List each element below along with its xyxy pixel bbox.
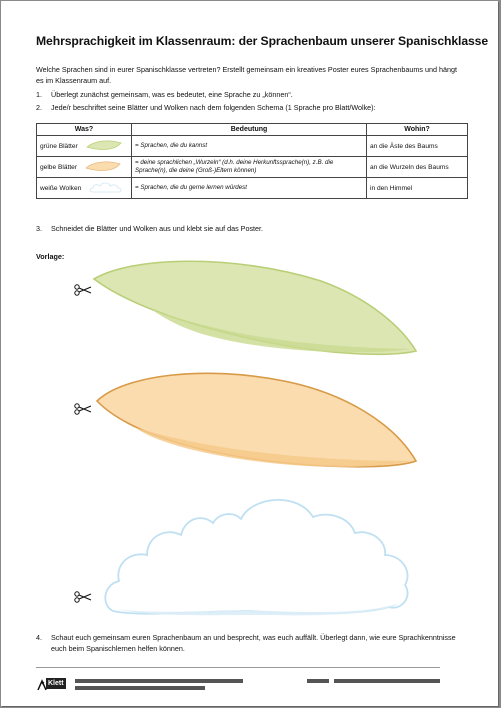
yellow-leaf-icon: [85, 160, 121, 174]
table-header-row: [37, 124, 468, 136]
step-text: Schneidet die Blätter und Wolken aus und klebt sie auf das Poster.: [51, 224, 264, 233]
scissors-icon: [74, 591, 92, 603]
green-leaf-icon: [86, 139, 122, 153]
scissors-icon: [74, 403, 92, 415]
step-4: [36, 632, 456, 654]
table-cell-what: [37, 178, 132, 199]
table-cell-meaning: = Sprachen, die du kannst: [132, 136, 367, 157]
logo-text: Klett: [48, 680, 64, 687]
step-text: Schaut euch gemeinsam euren Sprachenbaum an und besprecht, was euch auffällt. Überlegt dann, wie eure Sprachkenntnisse euch beim Spanischlernen helfen können.: [51, 633, 456, 653]
template-label: Vorlage:: [36, 252, 65, 261]
worksheet-page: [1, 1, 498, 706]
intro-paragraph: Welche Sprachen sind in eurer Spanischklasse vertreten? Erstellt gemeinsam ein kreatives Poster eures Sprachenbaums und hängt es im Klassenraum auf.: [36, 65, 457, 86]
table-header: Was?: [37, 124, 132, 136]
table-cell-what: [37, 157, 132, 178]
footer-redacted-text: [334, 679, 440, 683]
cell-label: grüne Blätter: [40, 142, 78, 150]
scheme-table: [36, 123, 468, 199]
step-text: Überlegt zunächst gemeinsam, was es bedeutet, eine Sprache zu „können“.: [51, 90, 293, 99]
footer-redacted-text: [307, 679, 329, 683]
green-leaf-template: [91, 257, 421, 359]
scissors-icon: [74, 284, 92, 296]
step-number: 1.: [36, 90, 42, 99]
step-number: 3.: [36, 224, 42, 233]
table-row: [37, 136, 468, 157]
footer-divider: [36, 667, 440, 668]
cloud-icon: [89, 181, 123, 195]
table-row: [37, 157, 468, 178]
page-title: Mehrsprachigkeit im Klassenraum: der Sprachenbaum unserer Spanischklasse: [36, 34, 489, 48]
table-cell-meaning: = Sprachen, die du gerne lernen würdest: [132, 178, 367, 199]
table-row: [37, 178, 468, 199]
step-text: Jede/r beschriftet seine Blätter und Wolken nach dem folgenden Schema (1 Sprache pro Blatt/Wolke):: [51, 103, 376, 112]
step-3: [36, 223, 263, 234]
table-cell-where: an die Äste des Baums: [367, 136, 468, 157]
footer-redacted-text: [75, 679, 243, 683]
cloud-template: [101, 493, 413, 625]
cell-label: gelbe Blätter: [40, 163, 78, 171]
table-cell-where: in den Himmel: [367, 178, 468, 199]
table-cell-meaning: = deine sprachlichen „Wurzeln“ (d.h. deine Herkunftssprache(n), z.B. die Sprache(n), die deine (Groß-)Eltern können): [132, 157, 367, 178]
step-number: 4.: [36, 633, 42, 642]
table-header: Bedeutung: [132, 124, 367, 136]
step-2: [36, 102, 376, 113]
step-number: 2.: [36, 103, 42, 112]
yellow-leaf-template: [94, 365, 420, 471]
table-cell-where: an die Wurzeln des Baums: [367, 157, 468, 178]
footer-redacted-text: [75, 686, 205, 690]
cell-label: weiße Wolken: [40, 184, 82, 192]
step-1: [36, 89, 293, 100]
table-header: Wohin?: [367, 124, 468, 136]
table-cell-what: [37, 136, 132, 157]
